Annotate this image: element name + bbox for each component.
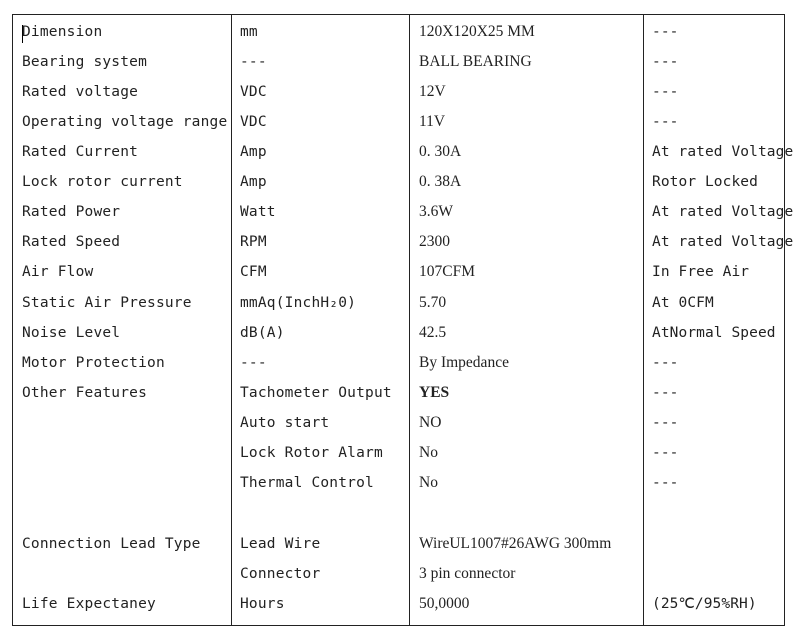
value-cell: YES [419,384,450,401]
value-cell: 107CFM [419,263,475,280]
value-cell: 120X120X25 MM [419,23,535,40]
note-cell: --- [652,385,679,401]
param-cell: Rated Speed [22,234,121,250]
unit-cell: Auto start [240,415,330,431]
param-cell: Air Flow [22,264,94,280]
value-cell: 0. 30A [419,143,462,160]
note-cell: --- [652,355,679,371]
unit-cell: VDC [240,114,267,130]
note-cell: --- [652,475,679,491]
value-cell: 3 pin connector [419,565,516,582]
note-cell: --- [652,24,679,40]
unit-cell: --- [240,54,267,70]
param-cell: Operating voltage range [22,114,228,130]
value-cell: By Impedance [419,354,509,371]
note-cell: At rated Voltage [652,234,794,250]
param-cell: Other Features [22,385,148,401]
note-cell: --- [652,114,679,130]
unit-cell: Hours [240,596,285,612]
note-cell: --- [652,84,679,100]
note-cell: --- [652,54,679,70]
param-cell: Lock rotor current [22,174,183,190]
column-divider [409,15,410,625]
value-cell: 12V [419,83,446,100]
param-cell: Rated Current [22,144,139,160]
note-cell: In Free Air [652,264,750,280]
param-cell: Motor Protection [22,355,165,371]
unit-cell: Lead Wire [240,536,321,552]
unit-cell: Tachometer Output [240,385,392,401]
unit-cell: CFM [240,264,267,280]
note-cell: AtNormal Speed [652,325,776,341]
param-cell: Bearing system [22,54,148,70]
unit-cell: VDC [240,84,267,100]
column-divider [643,15,644,625]
unit-cell: Amp [240,144,267,160]
note-cell: (25℃/95%RH) [652,596,757,612]
value-cell: 5.70 [419,294,447,311]
unit-cell: Amp [240,174,267,190]
spec-table [12,14,794,626]
value-cell: 50,0000 [419,595,470,612]
param-cell: Connection Lead Type [22,536,201,552]
value-cell: No [419,444,438,461]
note-cell: --- [652,445,679,461]
value-cell: WireUL1007#26AWG 300mm [419,535,612,552]
value-cell: 3.6W [419,203,454,220]
note-cell: --- [652,415,679,431]
note-cell: Rotor Locked [652,174,758,190]
unit-cell: Watt [240,204,276,220]
param-cell: Life Expectaney [22,596,156,612]
note-cell: At 0CFM [652,295,714,311]
column-divider [231,15,232,625]
value-cell: 42.5 [419,324,447,341]
unit-cell: RPM [240,234,267,250]
note-cell: At rated Voltage [652,204,794,220]
value-cell: BALL BEARING [419,53,532,70]
unit-cell: Thermal Control [240,475,374,491]
value-cell: No [419,474,438,491]
param-cell: Static Air Pressure [22,295,192,311]
param-cell: Rated Power [22,204,121,220]
param-cell: Dimension [22,24,103,40]
param-cell: Noise Level [22,325,121,341]
param-cell: Rated voltage [22,84,139,100]
unit-cell: --- [240,355,267,371]
unit-cell: Connector [240,566,321,582]
value-cell: 0. 38A [419,173,462,190]
unit-cell: mm [240,24,258,40]
value-cell: NO [419,414,442,431]
value-cell: 2300 [419,233,450,250]
unit-cell: Lock Rotor Alarm [240,445,383,461]
value-cell: 11V [419,113,446,130]
unit-cell: dB(A) [240,325,285,341]
note-cell: At rated Voltage [652,144,794,160]
unit-cell: mmAq(InchH₂0) [240,295,357,311]
